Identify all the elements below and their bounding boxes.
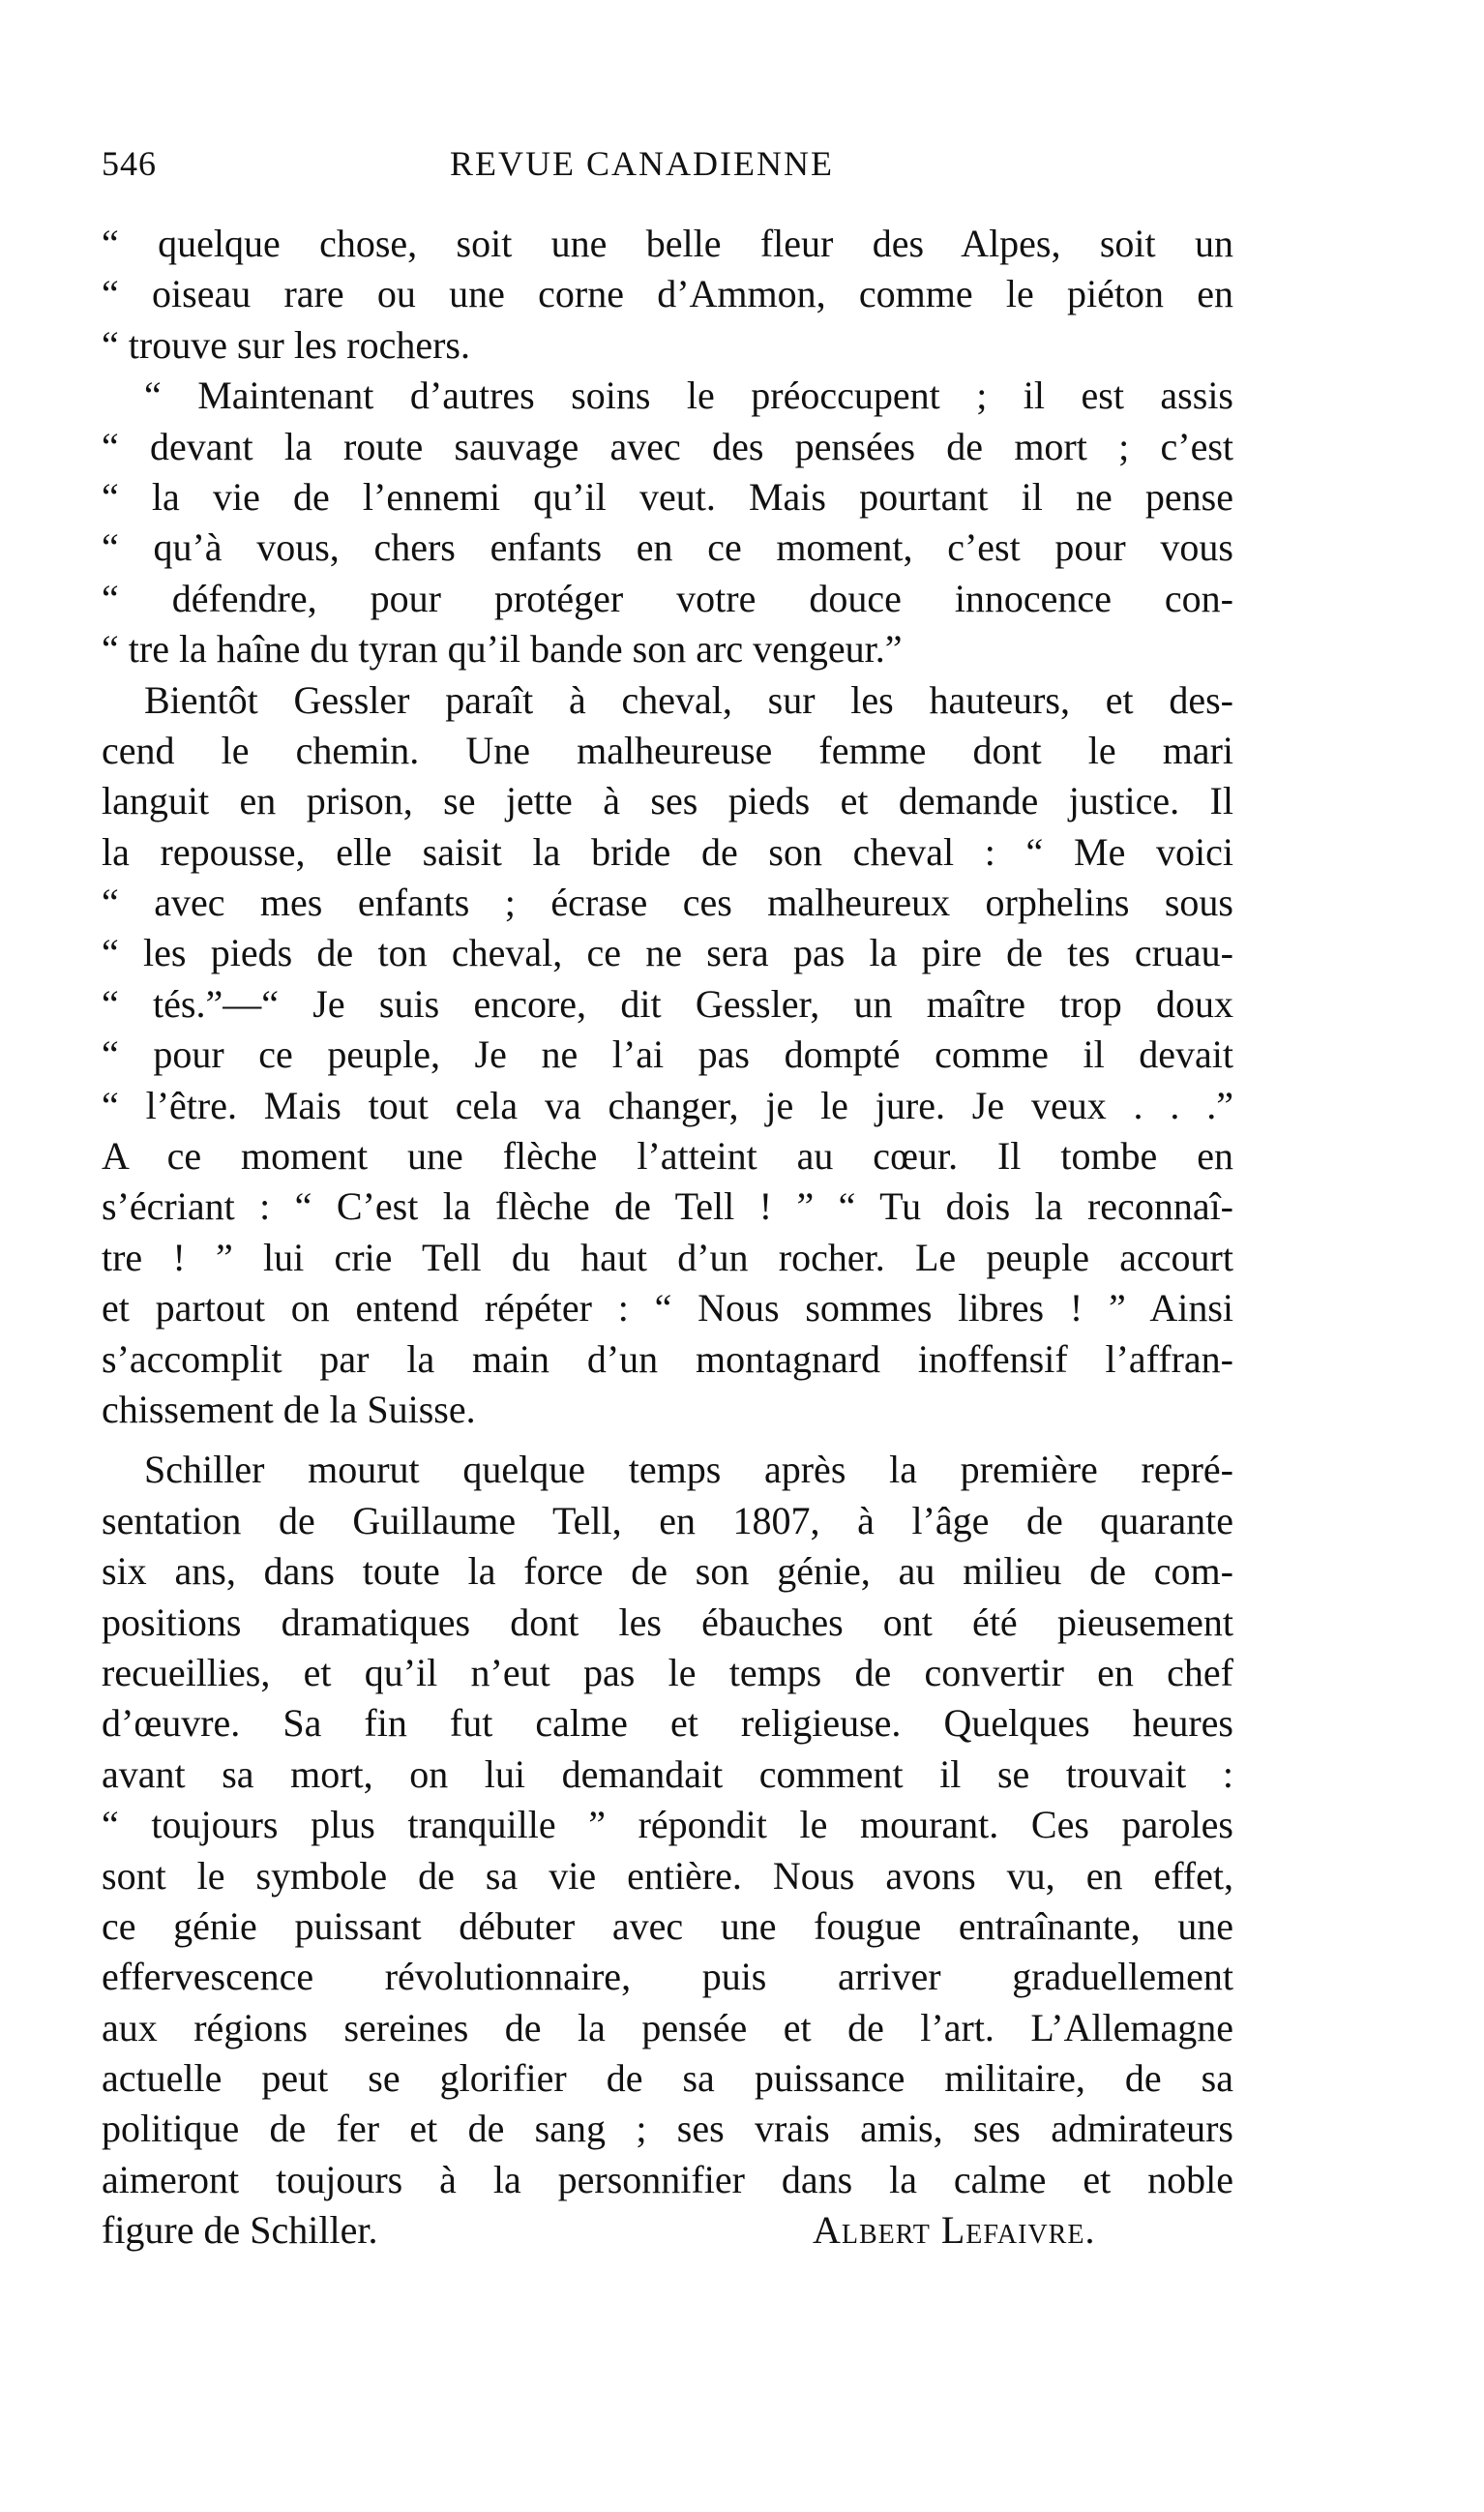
text-line: chissement de la Suisse. (102, 1387, 476, 1431)
text-line: “ Maintenant d’autres soins le préoccupent ; il est assis (144, 374, 1233, 418)
text-line: aimeront toujours à la personnifier dans la calme et noble (102, 2157, 1233, 2201)
text-line: “ la vie de l’ennemi qu’il veut. Mais pourtant il ne pense (102, 474, 1233, 519)
running-title: REVUE CANADIENNE (450, 144, 834, 183)
text-line: “ quelque chose, soit une belle fleur des Alpes, soit un (102, 222, 1233, 265)
text-line: “ tre la haîne du tyran qu’il bande son arc vengeur.” (102, 627, 903, 672)
page-number: 546 (102, 144, 157, 183)
text-line: “ trouve sur les rochers. (102, 322, 470, 367)
text-line: politique de fer et de sang ; ses vrais amis, ses admirateurs (102, 2107, 1233, 2151)
text-line: six ans, dans toute la force de son génie, au milieu de com- (102, 1549, 1233, 1594)
text-line: “ pour ce peuple, Je ne l’ai pas dompté comme il devait (102, 1032, 1233, 1077)
text-line: positions dramatiques dont les ébauches ont été pieusement (102, 1600, 1233, 1644)
text-line: s’écriant : “ C’est la flèche de Tell ! ” “ Tu dois la reconnaî- (102, 1184, 1233, 1229)
text-line: “ tés.”—“ Je suis encore, dit Gessler, un maître trop doux (102, 981, 1233, 1026)
text-line: A ce moment une flèche l’atteint au cœur. Il tombe en (102, 1134, 1233, 1179)
text-line: ce génie puissant débuter avec une fougue entraînante, une (102, 1903, 1233, 1948)
text-line: sentation de Guillaume Tell, en 1807, à l’âge de quarante (102, 1498, 1233, 1542)
text-line: et partout on entend répéter : “ Nous sommes libres ! ” Ainsi (102, 1286, 1233, 1331)
text-line: effervescence révolutionnaire, puis arriver graduellement (102, 1955, 1233, 1999)
text-line: cend le chemin. Une malheureuse femme dont le mari (102, 728, 1233, 772)
text-line: actuelle peut se glorifier de sa puissance militaire, de sa (102, 2056, 1233, 2101)
author-signature: Albert Lefaivre. (813, 2208, 1096, 2253)
text-line: Bientôt Gessler paraît à cheval, sur les hauteurs, et des- (144, 677, 1233, 722)
text-line: avant sa mort, on lui demandait comment il se trouvait : (102, 1751, 1233, 1796)
text-line: recueillies, et qu’il n’eut pas le temps de convertir en chef (102, 1650, 1233, 1694)
text-line: “ devant la route sauvage avec des pensées de mort ; c’est (102, 424, 1233, 468)
text-line: la repousse, elle saisit la bride de son cheval : “ Me voici (102, 829, 1233, 874)
article-body (102, 219, 1233, 2257)
text-line: Schiller mourut quelque temps après la première repré- (144, 1448, 1233, 1492)
text-line: “ l’être. Mais tout cela va changer, je le jure. Je veux . . .” (102, 1083, 1233, 1127)
text-line: sont le symbole de sa vie entière. Nous avons vu, en effet, (102, 1853, 1233, 1898)
text-line: “ qu’à vous, chers enfants en ce moment, c’est pour vous (102, 525, 1233, 570)
page-header (102, 143, 1233, 192)
text-line: aux régions sereines de la pensée et de l’art. L’Allemagne (102, 2005, 1233, 2049)
text-line: “ défendre, pour protéger votre douce innocence con- (102, 576, 1233, 620)
text-line: “ avec mes enfants ; écrase ces malheureux orphelins sous (102, 881, 1233, 925)
text-line: “ toujours plus tranquille ” répondit le mourant. Ces paroles (102, 1803, 1233, 1847)
text-line: “ oiseau rare ou une corne d’Ammon, comme le piéton en (102, 272, 1233, 316)
text-line: tre ! ” lui crie Tell du haut d’un rocher. Le peuple accourt (102, 1235, 1233, 1279)
text-line: d’œuvre. Sa fin fut calme et religieuse. Quelques heures (102, 1701, 1233, 1746)
closing-line (102, 2205, 1233, 2256)
last-line-text: figure de Schiller. (102, 2208, 378, 2253)
paragraph-gap (102, 1435, 1233, 1445)
text-line: “ les pieds de ton cheval, ce ne sera pas la pire de tes cruau- (102, 931, 1233, 975)
text-line: s’accomplit par la main d’un montagnard inoffensif l’affran- (102, 1336, 1233, 1381)
text-line: languit en prison, se jette à ses pieds et demande justice. Il (102, 779, 1233, 823)
